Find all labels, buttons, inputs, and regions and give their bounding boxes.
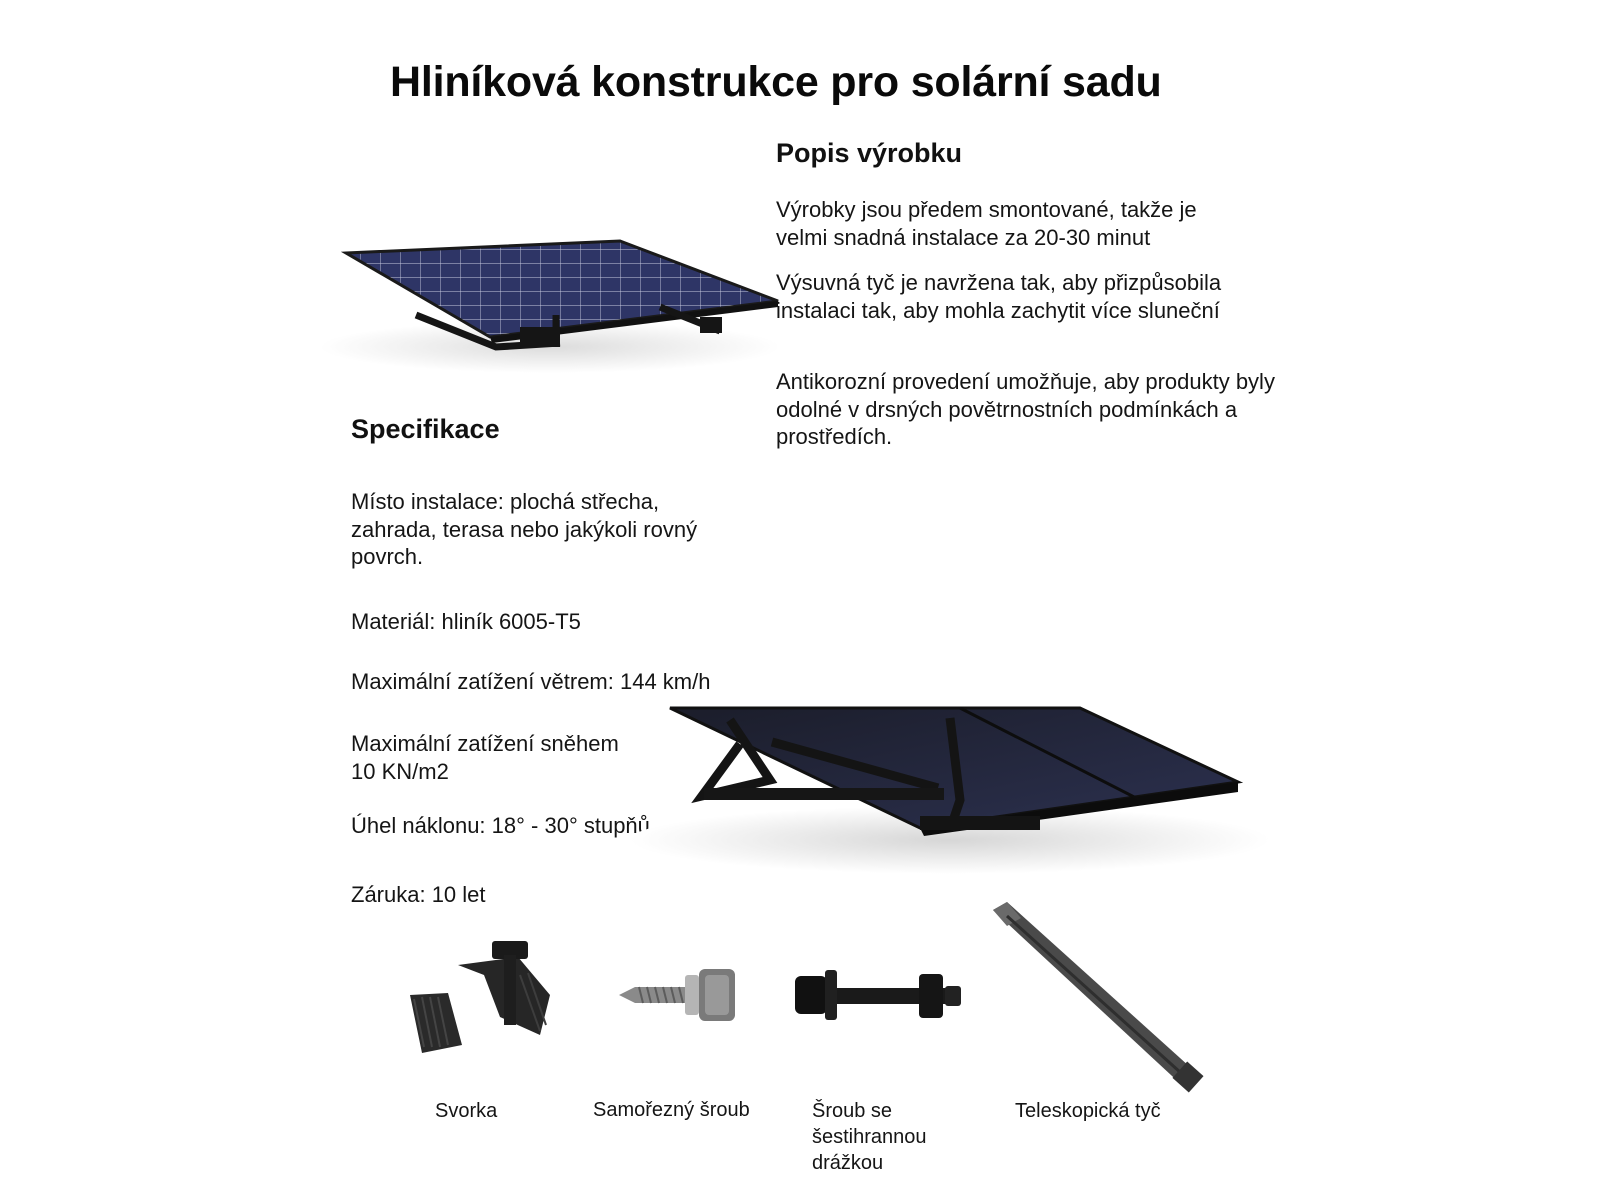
spec-wind-load: Maximální zatížení větrem: 144 km/h (351, 669, 711, 694)
spec-tilt-angle: Úhel náklonu: 18° - 30° stupňů (351, 813, 650, 838)
part-label-self-tapping-screw: Samořezný šroub (593, 1099, 750, 1121)
telescopic-rod-icon (985, 898, 1210, 1098)
description-paragraph-2: Výsuvná tyč je navržena tak, aby přizpůsobila instalaci tak, aby mohla zachytit více sluneční (776, 270, 1222, 323)
description-heading: Popis výrobku (776, 138, 963, 168)
clamp-icon (400, 935, 560, 1060)
part-label-telescopic-rod: Teleskopická tyč (1015, 1100, 1161, 1122)
specs-heading: Specifikace (351, 414, 500, 444)
description-paragraph-1: Výrobky jsou předem smontované, takže je velmi snadná instalace za 20-30 minut (776, 197, 1197, 250)
part-label-hex-bolt: Šroub se šestihrannou drážkou (812, 1100, 927, 1174)
description-paragraph-3: Antikorozní provedení umožňuje, aby produkty byly odolné v drsných povětrnostních podmínkách a prostředích. (776, 369, 1275, 449)
page-title: Hliníková konstrukce pro solární sadu (390, 58, 1162, 106)
panel-mount-image (620, 700, 1280, 880)
spec-warranty: Záruka: 10 let (351, 882, 486, 907)
spec-material: Materiál: hliník 6005-T5 (351, 609, 581, 634)
solar-panel-image (320, 235, 780, 375)
self-tapping-screw-icon (615, 965, 745, 1025)
hex-bolt-icon (795, 968, 965, 1023)
part-label-clamp: Svorka (435, 1100, 498, 1122)
spec-install-location: Místo instalace: plochá střecha, zahrada, terasa nebo jakýkoli rovný povrch. (351, 489, 698, 569)
spec-snow-load: Maximální zatížení sněhem 10 KN/m2 (351, 731, 619, 784)
